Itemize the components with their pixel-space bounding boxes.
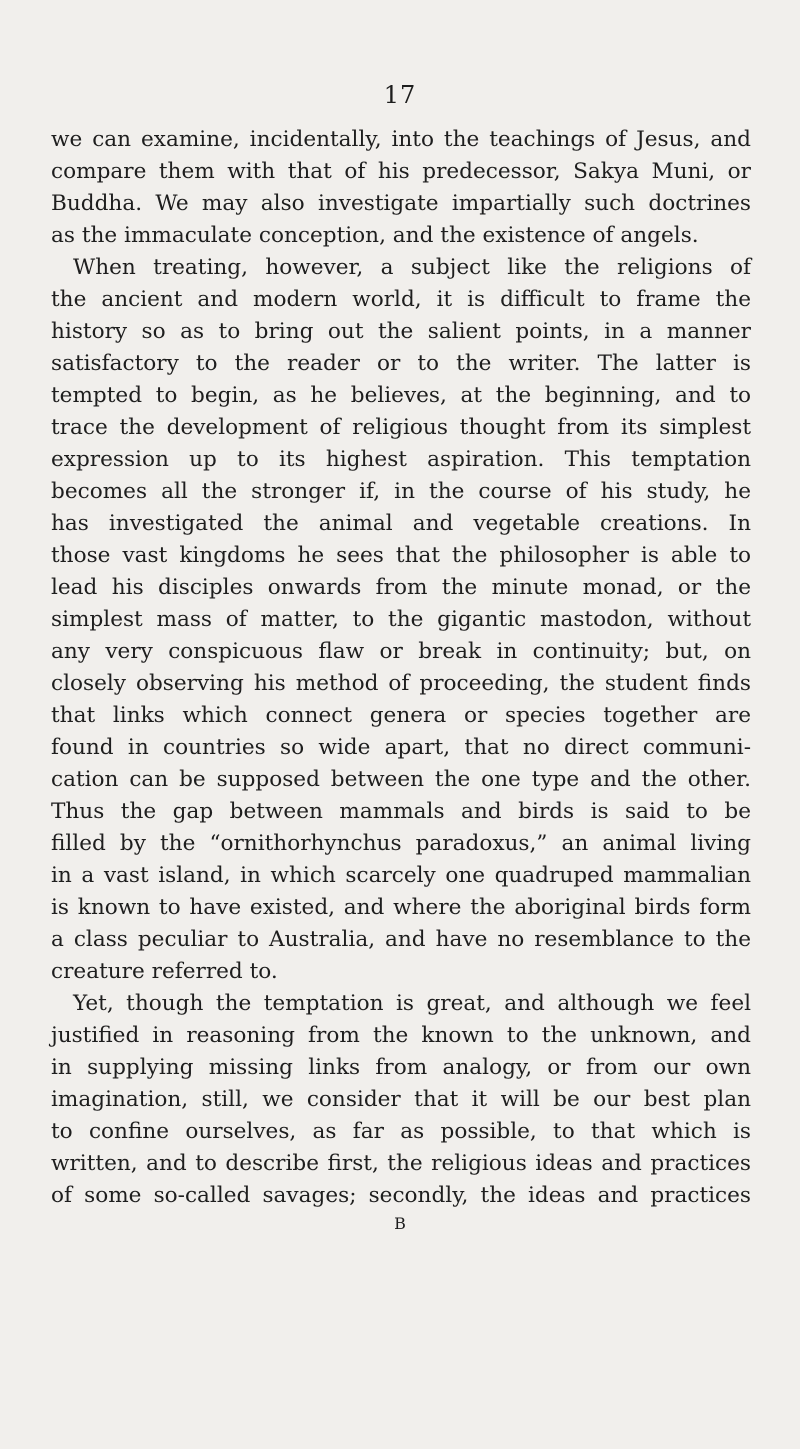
text-line: expression up to its highest aspiration. This temptation bbox=[51, 447, 751, 472]
text-line: When treating, however, a subject like the religions of bbox=[73, 255, 751, 280]
paragraph bbox=[51, 124, 751, 252]
text-line: written, and to describe first, the religious ideas and practices bbox=[51, 1151, 751, 1176]
text-line: the ancient and modern world, it is difficult to frame the bbox=[51, 287, 751, 312]
text-line: any very conspicuous flaw or break in continuity; but, on bbox=[51, 639, 751, 664]
text-line: compare them with that of his predecessor, Sakya Muni, or bbox=[51, 159, 751, 184]
text-line: imagination, still, we consider that it will be our best plan bbox=[51, 1087, 751, 1112]
text-line: in a vast island, in which scarcely one quadruped mammalian bbox=[51, 863, 751, 888]
paragraph bbox=[51, 988, 751, 1212]
signature-mark: B bbox=[394, 1214, 406, 1233]
text-line: we can examine, incidentally, into the teachings of Jesus, and bbox=[51, 127, 751, 152]
text-line: becomes all the stronger if, in the course of his study, he bbox=[51, 479, 751, 504]
text-line: simplest mass of matter, to the gigantic mastodon, without bbox=[51, 607, 751, 632]
text-line: tempted to begin, as he believes, at the beginning, and to bbox=[51, 383, 751, 408]
text-line: Buddha. We may also investigate impartially such doctrines bbox=[51, 191, 751, 216]
paragraph bbox=[51, 252, 751, 988]
text-line: as the immaculate conception, and the existence of angels. bbox=[51, 223, 699, 248]
text-line: Thus the gap between mammals and birds is said to be bbox=[51, 799, 751, 824]
text-line: those vast kingdoms he sees that the philosopher is able to bbox=[51, 543, 751, 568]
text-line: creature referred to. bbox=[51, 959, 278, 984]
body-text bbox=[51, 124, 751, 1212]
text-line: closely observing his method of proceeding, the student finds bbox=[51, 671, 751, 696]
text-line: Yet, though the temptation is great, and although we feel bbox=[73, 991, 751, 1016]
text-line: to confine ourselves, as far as possible, to that which is bbox=[51, 1119, 751, 1144]
text-line: found in countries so wide apart, that no direct communi- bbox=[51, 735, 751, 760]
text-line: history so as to bring out the salient points, in a manner bbox=[51, 319, 751, 344]
text-line: satisfactory to the reader or to the writer. The latter is bbox=[51, 351, 751, 376]
text-line: in supplying missing links from analogy, or from our own bbox=[51, 1055, 751, 1080]
text-line: filled by the “ornithorhynchus paradoxus,” an animal living bbox=[51, 831, 751, 856]
text-line: cation can be supposed between the one type and the other. bbox=[51, 767, 751, 792]
text-line: of some so-called savages; secondly, the ideas and practices bbox=[51, 1183, 751, 1208]
text-line: justified in reasoning from the known to the unknown, and bbox=[51, 1023, 751, 1048]
text-line: that links which connect genera or species together are bbox=[51, 703, 751, 728]
text-line: trace the development of religious thought from its simplest bbox=[51, 415, 751, 440]
text-line: is known to have existed, and where the aboriginal birds form bbox=[51, 895, 751, 920]
text-line: lead his disciples onwards from the minute monad, or the bbox=[51, 575, 751, 600]
text-line: has investigated the animal and vegetable creations. In bbox=[51, 511, 751, 536]
page-number: 17 bbox=[383, 81, 417, 109]
text-line: a class peculiar to Australia, and have no resemblance to the bbox=[51, 927, 751, 952]
